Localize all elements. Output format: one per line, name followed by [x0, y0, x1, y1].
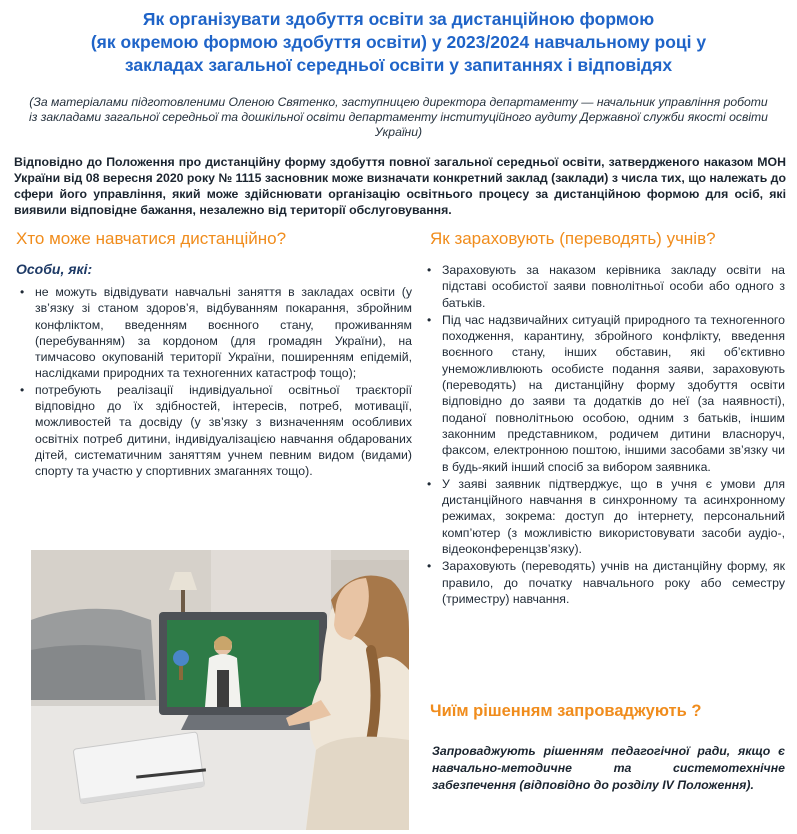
title-line-1: Як організувати здобуття освіти за дистанційною формою — [142, 9, 655, 29]
title-line-2: (як окремою формою здобуття освіти) у 2023/2024 навчальному році у — [90, 32, 707, 52]
who-can-study-list — [18, 284, 412, 480]
list-item-text: потребують реалізації індивідуальної освітньої траєкторії відповідно до їх здібностей, інтересів, потреб, мотивації, можливостей та досвіду (у зв’язку з визначенням особливих освітніх потреб дитини, індивідуалізацією навчання обдарованих дітей, систематичним заняттям учнем певним видом (видами) спорту та участю у спортивних змаганнях тощо). — [35, 382, 412, 479]
list-item-text: Зараховують за наказом керівника закладу освіти на підставі особистої заяви повнолітньої особи або одного з батьків. — [442, 263, 785, 310]
list-item — [425, 262, 785, 311]
enrollment-list — [425, 262, 785, 608]
list-item-text: Під час надзвичайних ситуацій природного та техногенного походження, карантину, збройного конфлікту, введення воєнного стану, інших обставин, які об’єктивно унеможливлюють особисте подання заяви, зараховують (переводять) на дистанційну форму здобуття освіти відповідно до заяви та додатків до неї (за наявності), поданої повнолітньою особою, одним з батьків, іншим законним представником, родичем дитини власноруч, факсом, електронною поштою, іншими засобами зв’язку чи в будь-який інший спосіб за вибором заявника. — [442, 312, 785, 474]
who-can-study-heading: Хто може навчатися дистанційно? — [16, 229, 287, 248]
bullet-icon: • — [20, 285, 25, 299]
list-item-text: не можуть відвідувати навчальні заняття в закладах освіти (у зв’язку зі станом здоров’я, відбуванням покарання, збройним конфліктом, введенням воєнного стану, проживанням (перебуванням) за кордоном (для громадян України), на тимчасово окупованій території України, поширенням епідемій, наслідками природних та техногенних катастроф тощо); — [35, 285, 412, 381]
bullet-icon: • — [427, 263, 432, 277]
list-item — [18, 382, 412, 480]
bullet-icon: • — [427, 476, 432, 491]
decision-line: навчально-методичне та системотехнічне — [432, 761, 785, 775]
distance-learning-photo — [31, 550, 409, 830]
bullet-icon: • — [427, 312, 432, 327]
enrollment-heading: Як зараховують (переводять) учнів? — [430, 229, 716, 248]
list-item-text: У заяві заявник підтверджує, що в учня є умови для дистанційного навчання в синхронному та асинхронному режимах, зокрема: доступ до інтернету, персональний комп’ютер (з можливістю використовувати засоби аудіо-, відеоконференцзв’язку). — [442, 476, 785, 557]
list-item — [18, 284, 412, 382]
decision-text — [432, 743, 785, 794]
list-item — [425, 312, 785, 475]
title-line-3: закладах загальної середньої освіти у запитаннях і відповідях — [124, 55, 673, 75]
bullet-icon: • — [20, 382, 25, 397]
bullet-icon: • — [427, 559, 432, 574]
list-item — [425, 558, 785, 607]
decision-line: Запроваджують рішенням педагогічної ради, якщо є — [432, 744, 785, 758]
document-title — [20, 8, 777, 77]
list-item — [425, 476, 785, 557]
persons-subheading: Особи, які: — [16, 261, 93, 277]
list-item-text: Зараховують (переводять) учнів на дистанційну форму, як правило, до початку навчального року або семестру (триместру) навчання. — [442, 559, 785, 606]
girl-with-laptop-illustration — [31, 550, 409, 830]
decision-heading: Чиїм рішенням запроваджують ? — [430, 702, 702, 720]
intro-paragraph: Відповідно до Положення про дистанційну форму здобуття повної загальної середньої освіти, затвердженого наказом МОН України від 08 вересня 2020 року № 1115 засновник може визначати конкретний заклад (заклади) з числа тих, що належать до сфери його управління, який може здійснювати організацію освітнього процесу за дистанційною формою для осіб, які виявили відповідне бажання, незалежно від території обслуговування. — [14, 155, 786, 217]
decision-line: забезпечення (відповідно до розділу IV Положення). — [432, 778, 754, 792]
source-note: (За матеріалами підготовленими Оленою Святенко, заступницею директора департаменту — начальник управління роботи із закладами загальної середньої та дошкільної освіти департаменту інституційного аудиту Державної служби якості освіти України) — [29, 95, 768, 139]
